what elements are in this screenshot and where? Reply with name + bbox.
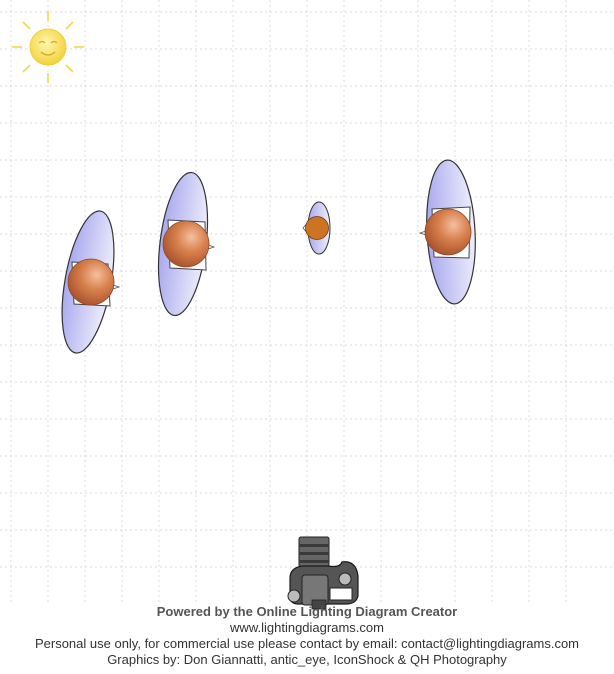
credit-graphics: Graphics by: Don Giannatti, antic_eye, IconShock & QH Photography (107, 652, 507, 667)
credit-usage-note: Personal use only, for commercial use please contact by email: contact@lightingdiagrams.com (34, 636, 580, 651)
credit-title: Powered by the Online Lighting Diagram Creator (156, 604, 458, 619)
camera-icon[interactable] (288, 537, 358, 609)
credit-website[interactable]: www.lightingdiagrams.com (230, 620, 384, 635)
